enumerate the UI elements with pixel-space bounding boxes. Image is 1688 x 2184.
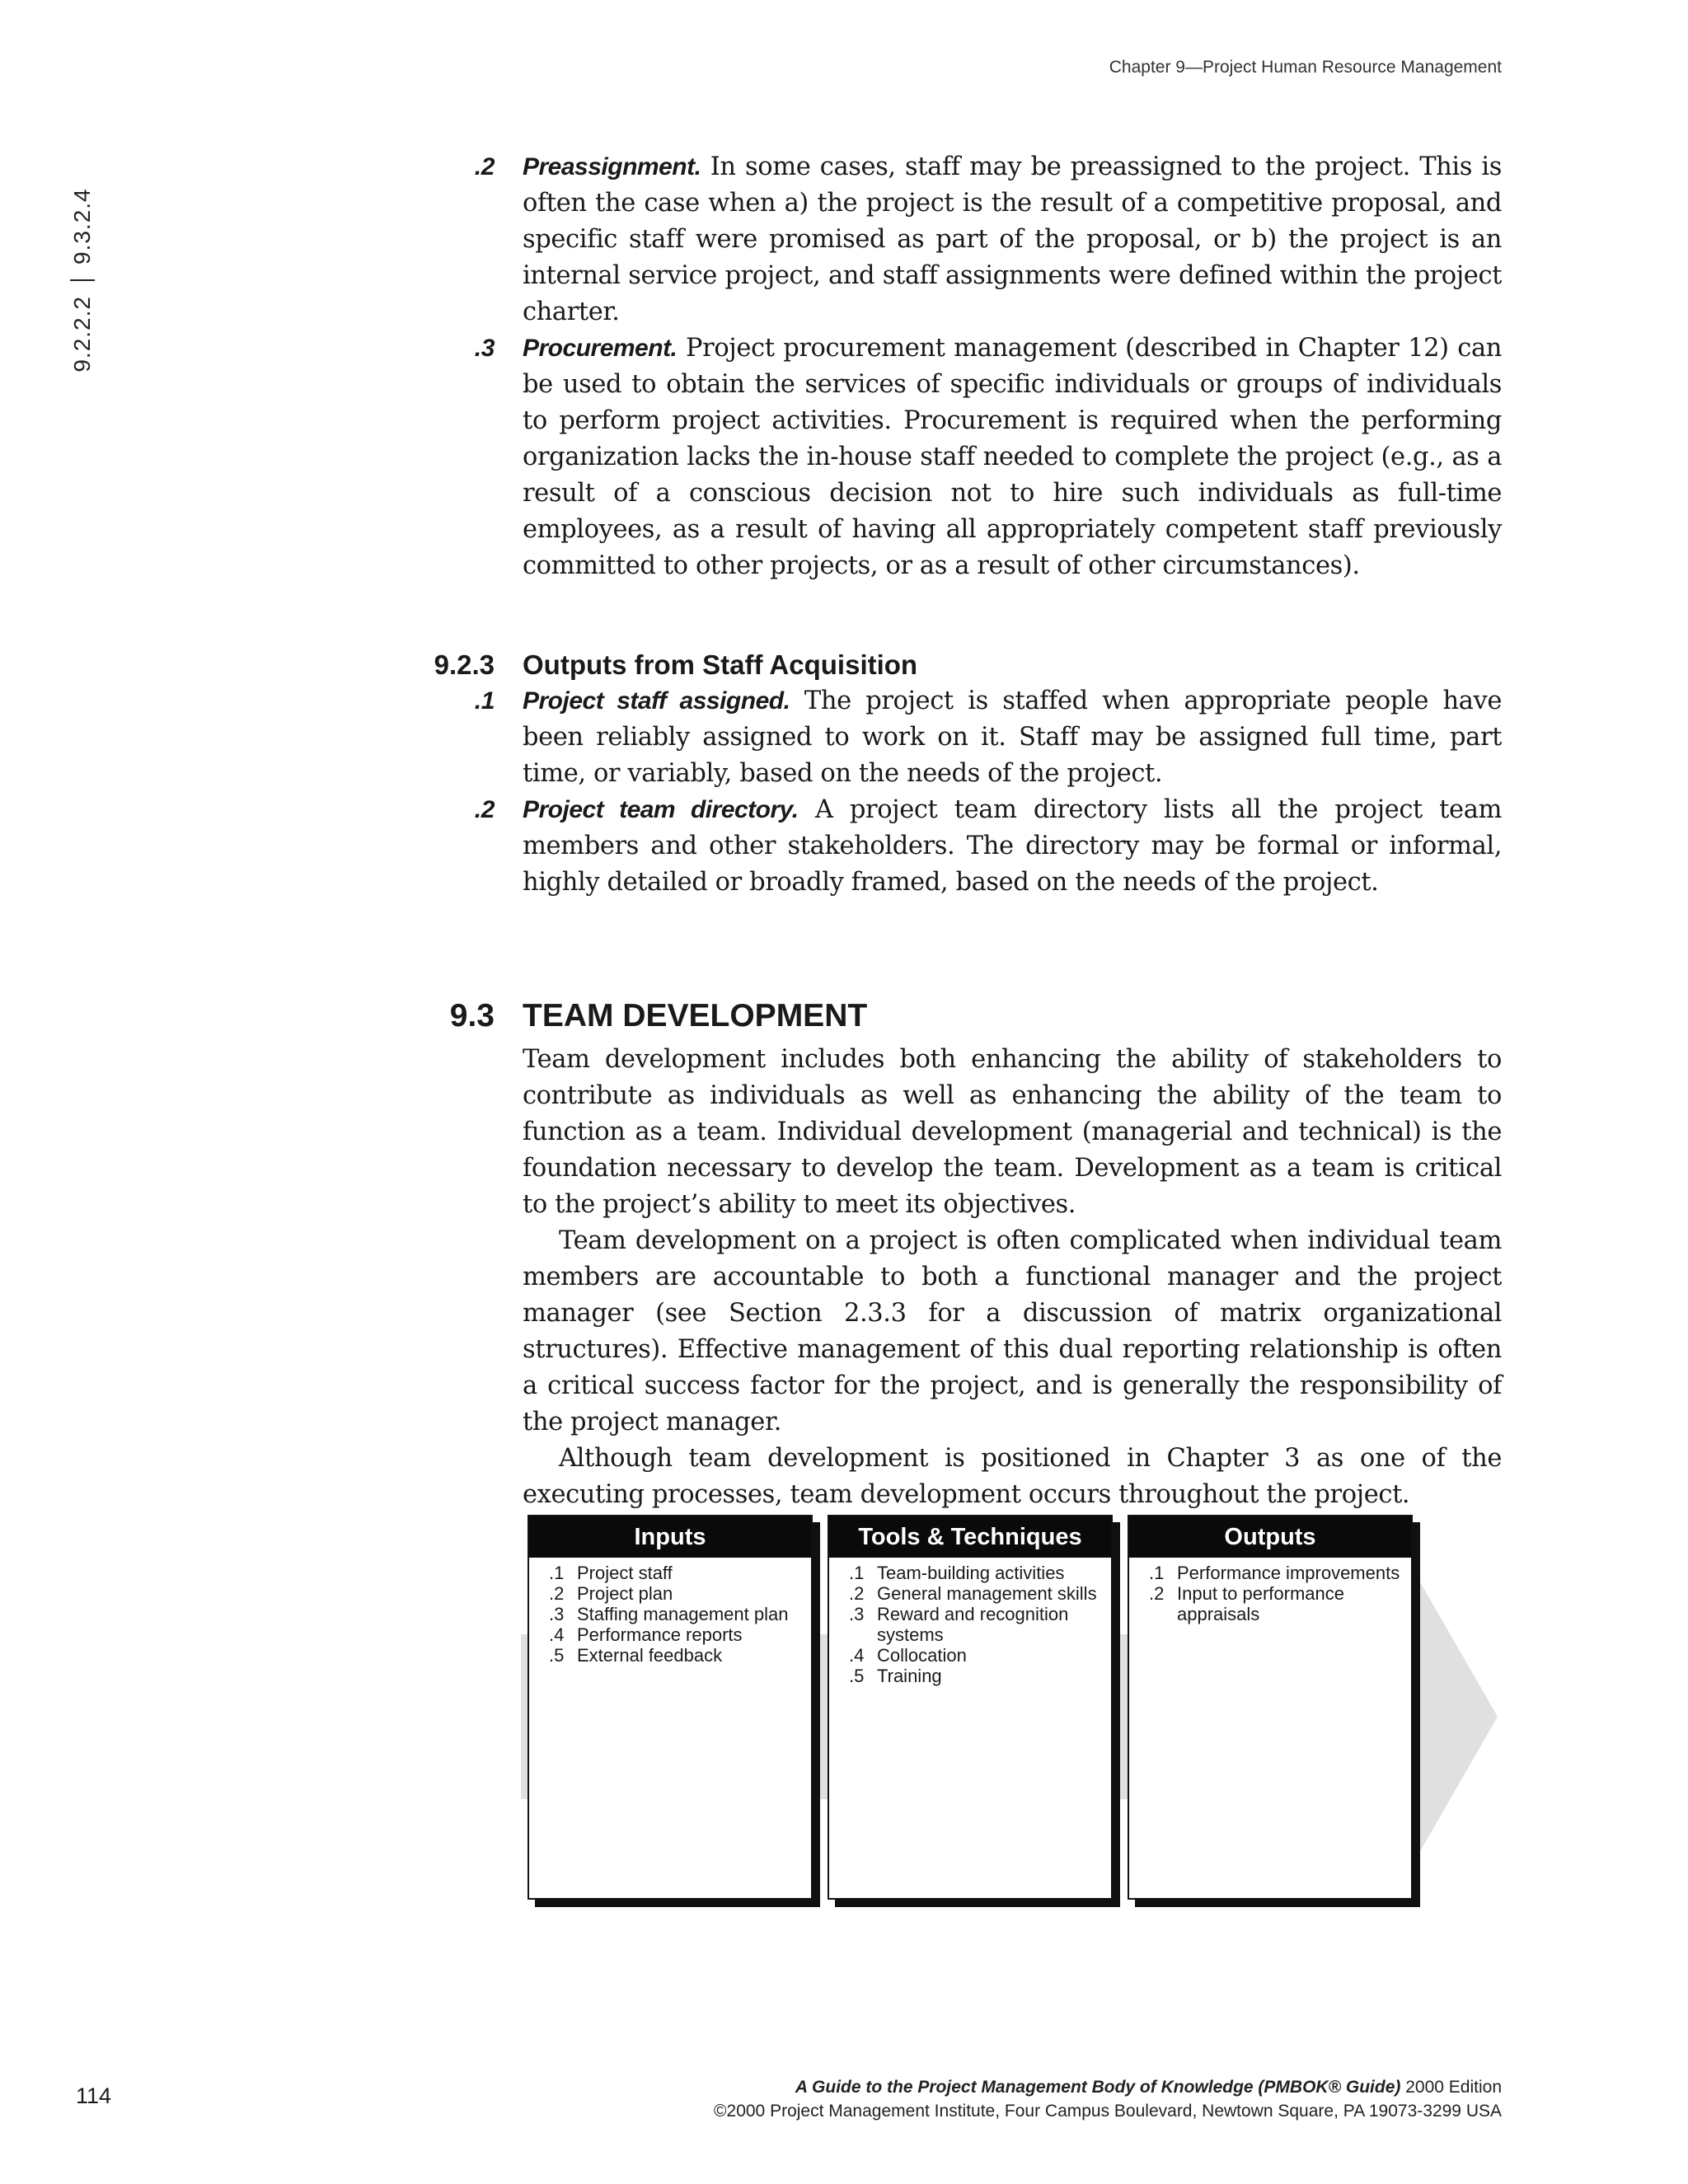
running-header: Chapter 9—Project Human Resource Management	[1109, 58, 1502, 77]
item-lead: Preassignment.	[523, 153, 701, 180]
list-item: .1 Project staff	[549, 1563, 673, 1583]
team-development-section	[420, 996, 1502, 1513]
section-number: 9.2.3	[434, 649, 495, 680]
section-number: 9.3	[449, 998, 495, 1033]
list-item: .5 Training	[849, 1666, 942, 1686]
item-number: .2	[474, 796, 495, 823]
section-title: Outputs from Staff Acquisition	[523, 649, 918, 680]
list-item: .4 Performance reports	[549, 1624, 743, 1645]
section-title: TEAM DEVELOPMENT	[523, 998, 868, 1033]
inputs-list	[529, 1558, 811, 1666]
paragraph: Team development includes both enhancing the ability of stakeholders to contribute as individuals as well as enhancing the ability of the team to function as a team. Individual development (managerial and technical) is the foundation necessary to develop the team. Development as a team is critical to the project’s ability to meet its objectives.	[523, 1045, 1502, 1219]
list-item: .3 Reward and recognition systems	[849, 1604, 1069, 1645]
list-item: .2 General management skills	[849, 1583, 1097, 1604]
item-number: .2	[474, 153, 495, 180]
inputs-box	[528, 1515, 813, 1900]
book-title: A Guide to the Project Management Body of Knowledge (PMBOK® Guide)	[795, 2078, 1401, 2097]
edition: 2000 Edition	[1405, 2078, 1502, 2097]
footer-title-line	[577, 2075, 1502, 2099]
section-heading	[420, 647, 1502, 683]
list-item: .2 Input to performance appraisals	[1149, 1583, 1345, 1624]
list-item: .2 Project plan	[549, 1583, 673, 1604]
tools-items-block	[420, 149, 1502, 584]
page-number: 114	[76, 2083, 112, 2108]
inputs-box-title: Inputs	[529, 1516, 811, 1558]
flow-arrow-head	[1419, 1581, 1498, 1853]
tools-list	[829, 1558, 1111, 1686]
margin-ref-a: 9.2.2.2	[69, 296, 95, 373]
item-number: .3	[474, 335, 495, 362]
list-item: .4 Collocation	[849, 1645, 967, 1666]
main-heading	[420, 996, 1502, 1037]
paragraph: Although team development is positioned in Chapter 3 as one of the executing processes, team development occurs throughout the project.	[523, 1444, 1502, 1509]
item-number: .1	[474, 687, 495, 715]
outputs-section	[420, 647, 1502, 901]
list-item	[420, 149, 1502, 330]
item-lead: Procurement.	[523, 335, 678, 362]
item-lead: Project team directory.	[523, 796, 799, 823]
list-item: .1 Performance improvements	[1149, 1563, 1400, 1583]
outputs-list	[1129, 1558, 1411, 1624]
outputs-box	[1128, 1515, 1413, 1900]
margin-ref-b: 9.3.2.4	[69, 188, 95, 265]
list-item: .1 Team-building activities	[849, 1563, 1065, 1583]
side-margin-references	[66, 148, 99, 412]
item-text: In some cases, staff may be preassigned to the project. This is often the case when a) the project is the result of a competitive proposal, and specific staff were promised as part of the proposal, or b) the project is an internal service project, and staff assignments were defined within the project charter.	[523, 152, 1502, 326]
process-diagram	[521, 1515, 1510, 1910]
margin-divider	[70, 279, 95, 281]
item-lead: Project staff assigned.	[523, 687, 790, 715]
item-text: A project team directory lists all the project team members and other stakeholders. The directory may be formal or informal, highly detailed or broadly framed, based on the needs of the project.	[523, 795, 1502, 897]
list-item: .5 External feedback	[549, 1645, 723, 1666]
list-item	[420, 683, 1502, 792]
copyright: ©2000 Project Management Institute, Four Campus Boulevard, Newtown Square, PA 19073-3299 USA	[714, 2102, 1502, 2121]
tools-box-title: Tools & Techniques	[829, 1516, 1111, 1558]
tools-box	[828, 1515, 1113, 1900]
list-item	[420, 792, 1502, 901]
list-item: .3 Staffing management plan	[549, 1604, 789, 1624]
footer	[577, 2075, 1502, 2123]
list-item	[420, 330, 1502, 584]
paragraph: Team development on a project is often complicated when individual team members are accountable to both a functional manager and the project manager (see Section 2.3.3 for a discussion of matrix organizational structures). Effective management of this dual reporting relationship is often a critical success factor for the project, and is generally the responsibility of the project manager.	[523, 1226, 1502, 1436]
item-text: The project is staffed when appropriate people have been reliably assigned to work on it. Staff may be assigned full time, part time, or variably, based on the needs of the project.	[523, 687, 1502, 788]
item-text: Project procurement management (described in Chapter 12) can be used to obtain the services of specific individuals or groups of individuals to perform project activities. Procurement is required when the performing organization lacks the in-house staff needed to complete the project (e.g., as a result of a conscious decision not to hire such individuals as full-time employees, as a result of having all appropriately competent staff previously committed to other projects, or as a result of other circumstances).	[523, 334, 1502, 580]
outputs-box-title: Outputs	[1129, 1516, 1411, 1558]
